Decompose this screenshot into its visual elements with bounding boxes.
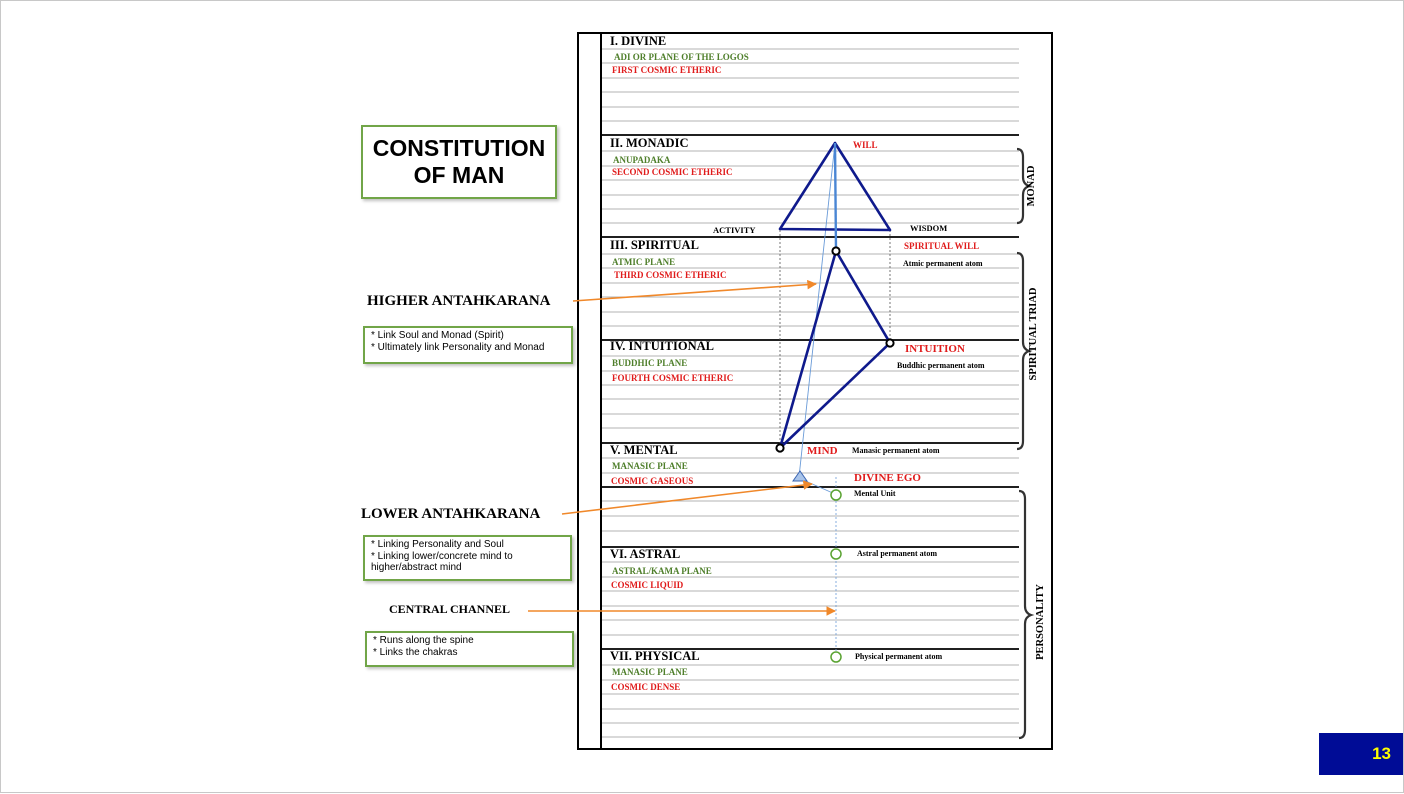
note-line: higher/abstract mind (371, 562, 462, 573)
atmic-atom-dot (832, 247, 839, 254)
monad-will-line (835, 143, 836, 251)
plane-name: IV. INTUITIONAL (610, 339, 714, 353)
plane-green-label: ASTRAL/KAMA PLANE (612, 566, 712, 576)
plane-green-label: ATMIC PLANE (612, 257, 676, 267)
plane-name: VI. ASTRAL (610, 547, 681, 561)
page-number-badge (1319, 733, 1403, 775)
plane-green-label: ADI OR PLANE OF THE LOGOS (614, 52, 749, 62)
plane-red-label: COSMIC LIQUID (611, 580, 684, 590)
physical-atom-circle (831, 652, 841, 662)
astral-atom-label: Astral permanent atom (857, 549, 937, 558)
will-label: WILL (853, 140, 878, 150)
mental-unit-circle (831, 490, 841, 500)
page-number: 13 (1372, 744, 1391, 763)
activity-label: ACTIVITY (713, 225, 756, 235)
plane-red-label: FIRST COSMIC ETHERIC (612, 65, 722, 75)
plane-red-label: THIRD COSMIC ETHERIC (614, 270, 727, 280)
title-line-1: CONSTITUTION (372, 135, 546, 161)
plane-name: II. MONADIC (610, 136, 689, 150)
plane-green-label: MANASIC PLANE (612, 667, 688, 677)
plane-red-label: FOURTH COSMIC ETHERIC (612, 373, 734, 383)
physical-atom-label: Physical permanent atom (855, 652, 943, 661)
plane-name: III. SPIRITUAL (610, 238, 699, 252)
planes-diagram (1, 1, 1404, 794)
plane-red-label: SECOND COSMIC ETHERIC (612, 167, 733, 177)
note-line: * Linking Personality and Soul (371, 539, 504, 550)
atmic-atom-label: Atmic permanent atom (903, 259, 983, 268)
buddhic-atom-dot (886, 339, 893, 346)
personality-group-label: PERSONALITY (1035, 584, 1046, 660)
monad-group-label: MONAD (1026, 165, 1037, 207)
mental-unit-label: Mental Unit (854, 489, 896, 498)
note-line: * Ultimately link Personality and Monad (371, 341, 545, 353)
note-line: * Runs along the spine (373, 635, 474, 646)
note-line: * Links the chakras (373, 646, 458, 658)
title-line-2: OF MAN (413, 162, 505, 188)
higher-antahkarana-label: HIGHER ANTAHKARANA (367, 293, 551, 309)
lower-antahkarana-label: LOWER ANTAHKARANA (361, 506, 541, 522)
plane-red-label: COSMIC DENSE (611, 682, 681, 692)
wisdom-label: WISDOM (910, 223, 948, 233)
astral-atom-circle (831, 549, 841, 559)
central-channel-label: CENTRAL CHANNEL (389, 602, 511, 616)
mind-label: MIND (807, 445, 838, 457)
intuition-label: INTUITION (905, 343, 965, 355)
spiritual-will-label: SPIRITUAL WILL (904, 241, 980, 251)
plane-green-label: MANASIC PLANE (612, 461, 688, 471)
note-line: * Linking lower/concrete mind to (371, 550, 513, 562)
plane-name: I. DIVINE (610, 34, 667, 48)
note-line: * Link Soul and Monad (Spirit) (371, 330, 504, 341)
plane-name: V. MENTAL (610, 443, 678, 457)
plane-green-label: ANUPADAKA (613, 155, 671, 165)
manasic-atom-dot (776, 444, 783, 451)
manasic-atom-label: Manasic permanent atom (852, 446, 940, 455)
divine-ego-label: DIVINE EGO (854, 472, 921, 484)
buddhic-atom-label: Buddhic permanent atom (897, 361, 985, 370)
plane-name: VII. PHYSICAL (610, 649, 700, 663)
plane-green-label: BUDDHIC PLANE (612, 358, 688, 368)
plane-red-label: COSMIC GASEOUS (611, 476, 694, 486)
spiritual-triad-group-label: SPIRITUAL TRIAD (1028, 287, 1039, 381)
